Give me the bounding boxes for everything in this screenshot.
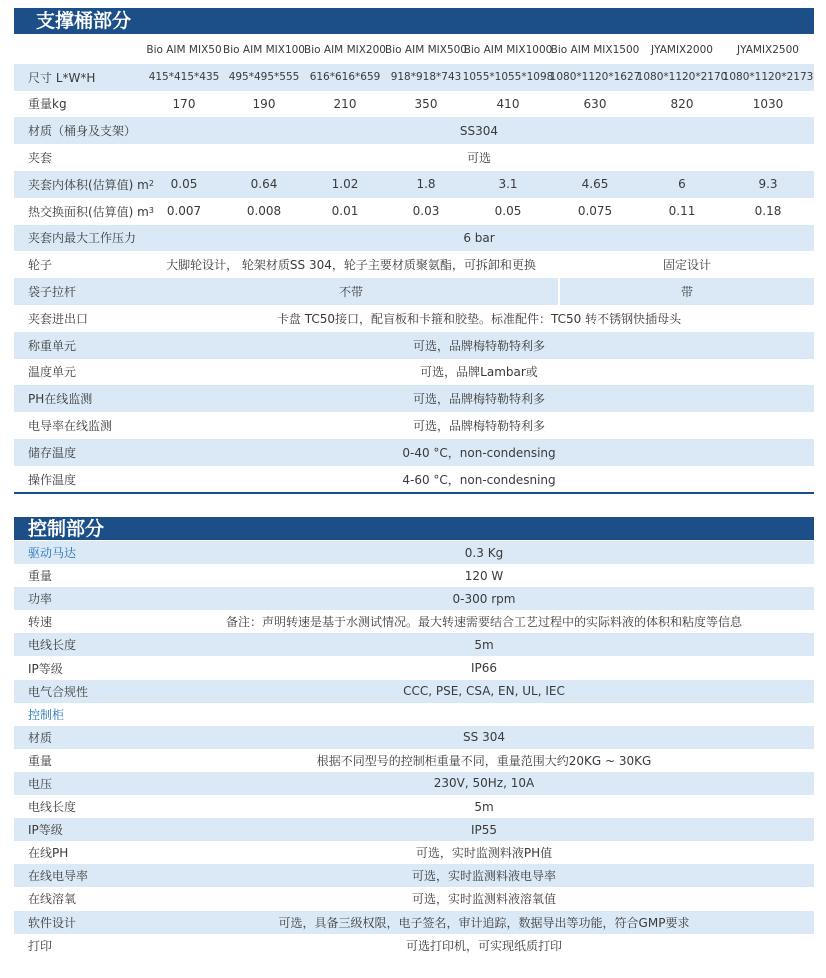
weight-value: 210 [333, 96, 357, 111]
dims-value: 415*415*435 [148, 71, 220, 84]
wheels-row [14, 251, 814, 278]
row-label: 电线长度 [28, 800, 77, 815]
row-label: 材质 [28, 730, 53, 745]
control-table-row [14, 541, 814, 564]
temp-unit-value: 可选，品牌Lambar或 [420, 365, 538, 380]
weight-value: 170 [172, 96, 196, 111]
row-value: 5m [474, 637, 494, 652]
dims-value: 918*918*743 [390, 71, 462, 84]
control-table-row [14, 610, 814, 633]
heat-area-value: 0.03 [412, 204, 440, 219]
control-table-row [14, 680, 814, 703]
row-value: 可选打印机，可实现纸质打印 [405, 938, 562, 953]
weight-value: 350 [414, 96, 438, 111]
control-table-row [14, 887, 814, 910]
model-header: Bio AIM MIX1000 [463, 44, 553, 57]
subsection-label: 驱动马达 [28, 546, 77, 561]
model-header: Bio AIM MIX50 [146, 44, 222, 57]
heat-area-value: 0.11 [668, 204, 696, 219]
model-header: JYAMIX2000 [651, 44, 713, 57]
jacket-volume-value: 1.8 [416, 177, 436, 192]
storage-temp-row [14, 439, 814, 466]
max-pressure-value: 6 bar [463, 230, 495, 245]
row-label: 储存温度 [28, 445, 77, 460]
row-label: 称重单元 [28, 338, 77, 353]
weight-value: 1030 [752, 96, 784, 111]
jacket-volume-value: 0.05 [170, 177, 198, 192]
weight-value: 410 [496, 96, 520, 111]
row-value: CCC, PSE, CSA, EN, UL, IEC [403, 684, 565, 699]
row-label: 温度单元 [28, 365, 77, 380]
heat-area-row [14, 198, 814, 225]
heat-area-value: 0.007 [166, 204, 202, 219]
row-value: IP55 [470, 822, 498, 837]
row-label: 材质（桶身及支架） [28, 124, 137, 139]
row-label: 转速 [28, 615, 53, 630]
row-label: 功率 [28, 592, 53, 607]
row-label: 在线PH [28, 846, 69, 861]
bag-rod-row [14, 278, 814, 305]
row-label: 打印 [28, 938, 53, 953]
max-pressure-row [14, 225, 814, 252]
control-table-row [14, 633, 814, 656]
row-value: 可选，实时监测料液PH值 [415, 846, 553, 861]
bag-rod-value-left: 不带 [338, 285, 363, 300]
model-header: Bio AIM MIX100 [223, 44, 305, 57]
weight-value: 630 [583, 96, 607, 111]
dimensions-row [14, 64, 814, 91]
row-value: 5m [474, 799, 494, 814]
cond-online-value: 可选，品牌梅特勒特利多 [412, 419, 545, 434]
control-table-row [14, 841, 814, 864]
table-bottom-rule [14, 492, 814, 494]
row-label: 重量kg [28, 97, 67, 112]
row-label: 重量 [28, 569, 53, 584]
wheels-value-right: 固定设计 [662, 258, 711, 273]
material-row [14, 117, 814, 144]
row-label: 软件设计 [28, 915, 77, 930]
subsection-label: 控制柜 [28, 707, 65, 722]
ph-online-value: 可选，品牌梅特勒特利多 [412, 392, 545, 407]
jacket-value: 可选 [466, 151, 491, 166]
control-table-row [14, 726, 814, 749]
row-value: 120 W [464, 568, 504, 583]
row-label: 轮子 [28, 258, 53, 273]
row-label: 热交换面积(估算值) m 3 [28, 204, 154, 219]
bag-rod-value-right: 带 [680, 285, 693, 300]
row-value: 根据不同型号的控制柜重量不同，重量范围大约20KG ~ 30KG [316, 753, 652, 768]
row-value: 230V, 50Hz, 10A [433, 776, 535, 791]
row-label: 夹套 [28, 151, 53, 166]
ph-online-row [14, 385, 814, 412]
weight-row [14, 91, 814, 118]
control-table-row [14, 818, 814, 841]
model-header: JYAMIX2500 [737, 44, 799, 57]
cond-online-row [14, 412, 814, 439]
jacket-volume-value: 3.1 [498, 177, 518, 192]
row-label: 夹套内最大工作压力 [28, 231, 137, 246]
row-label: 袋子拉杆 [28, 285, 77, 300]
heat-area-value: 0.05 [494, 204, 522, 219]
weight-value: 820 [670, 96, 694, 111]
jacket-volume-value: 0.64 [250, 177, 278, 192]
model-header: Bio AIM MIX1500 [550, 44, 640, 57]
wheels-value-left: 大脚轮设计， 轮架材质SS 304，轮子主要材质聚氨酯，可拆卸和更换 [166, 258, 536, 273]
jacket-volume-value: 1.02 [331, 177, 359, 192]
control-spec-table [14, 541, 814, 957]
jacket-volume-row [14, 171, 814, 198]
row-label: 电导率在线监测 [28, 419, 113, 434]
control-table-row [14, 911, 814, 934]
weigh-unit-value: 可选，品牌梅特勒特利多 [412, 338, 545, 353]
weight-value: 190 [252, 96, 276, 111]
control-table-row [14, 864, 814, 887]
jacket-io-value: 卡盘 TC50接口，配盲板和卡箍和胶垫。标准配件：TC50 转不锈钢快插母头 [276, 311, 682, 326]
heat-area-value: 0.075 [577, 204, 613, 219]
row-label-text: 夹套内体积(估算值) m [28, 177, 149, 192]
row-label: IP等级 [28, 823, 63, 838]
control-table-row [14, 772, 814, 795]
control-table-row [14, 656, 814, 679]
dims-value: 495*495*555 [228, 71, 300, 84]
row-value: 可选，实时监测料液电导率 [411, 869, 556, 884]
control-table-row [14, 587, 814, 610]
support-spec-table [14, 37, 814, 493]
jacket-volume-value: 9.3 [758, 177, 778, 192]
row-value: 可选，具备三级权限，电子签名，审计追踪，数据导出等功能，符合GMP要求 [278, 915, 690, 930]
control-table-row [14, 564, 814, 587]
row-value [154, 703, 814, 726]
row-label-text: 热交换面积(估算值) m [28, 204, 149, 219]
weigh-unit-row [14, 332, 814, 359]
row-label: 电压 [28, 776, 53, 791]
material-value: SS304 [459, 123, 499, 138]
row-label: 重量 [28, 753, 53, 768]
heat-area-value: 0.01 [331, 204, 359, 219]
jacket-io-row [14, 305, 814, 332]
heat-area-value: 0.008 [246, 204, 282, 219]
heat-area-value: 0.18 [754, 204, 782, 219]
row-value: IP66 [470, 661, 498, 676]
row-label: 电气合规性 [28, 684, 89, 699]
dims-value: 1080*1120*2173 [722, 71, 814, 84]
temp-unit-row [14, 359, 814, 386]
row-label: 尺寸 L*W*H [28, 70, 96, 85]
row-label: 操作温度 [28, 472, 77, 487]
row-value: 0.3 Kg [464, 545, 504, 560]
row-label: 在线电导率 [28, 869, 89, 884]
row-label: 在线溶氧 [28, 892, 77, 907]
model-header: Bio AIM MIX200 [304, 44, 386, 57]
control-table-row [14, 703, 814, 726]
dims-value: 616*616*659 [309, 71, 381, 84]
dims-value: 1080*1120*1627 [549, 71, 641, 84]
operating-temp-row [14, 466, 814, 493]
control-table-row [14, 749, 814, 772]
support-section-title: 支撑桶部分 [14, 8, 814, 34]
jacket-row [14, 144, 814, 171]
row-value: SS 304 [463, 730, 505, 745]
row-label: IP等级 [28, 661, 63, 676]
row-value: 可选，实时监测料液溶氧值 [411, 892, 556, 907]
row-value: 0-300 rpm [452, 591, 516, 606]
row-label: 电线长度 [28, 638, 77, 653]
model-header: Bio AIM MIX500 [385, 44, 467, 57]
jacket-volume-value: 4.65 [581, 177, 609, 192]
dims-value: 1055*1055*1098 [462, 71, 554, 84]
dims-value: 1080*1120*2170 [636, 71, 728, 84]
model-header-row [14, 37, 814, 64]
storage-temp-value: 0-40 °C，non-condensing [402, 445, 556, 460]
control-table-row [14, 934, 814, 957]
row-label: PH在线监测 [28, 392, 93, 407]
row-label: 夹套进出口 [28, 311, 89, 326]
jacket-volume-value: 6 [678, 177, 686, 192]
row-value: 备注：声明转速是基于水测试情况。最大转速需要结合工艺过程中的实际料液的体积和粘度等信息 [225, 615, 742, 630]
row-label: 夹套内体积(估算值) m 2 [28, 177, 154, 192]
control-table-row [14, 795, 814, 818]
operating-temp-value: 4-60 °C，non-condesning [402, 472, 556, 487]
control-section-title: 控制部分 [14, 517, 814, 540]
